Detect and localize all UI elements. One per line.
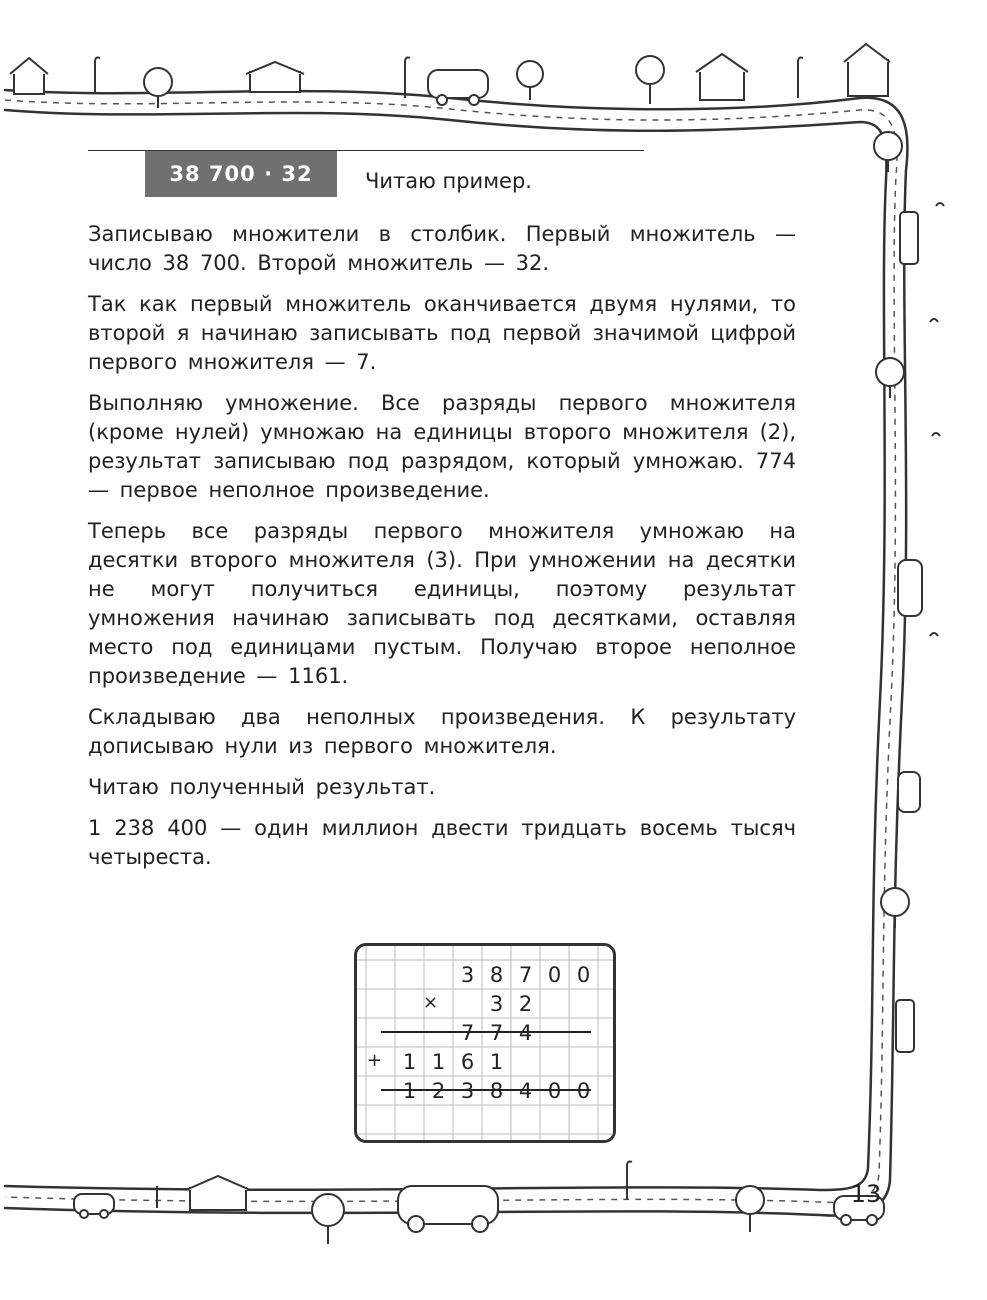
digit-cell: [395, 990, 424, 1019]
title-text: Читаю пример.: [365, 169, 532, 193]
digit-cell: 4: [518, 1021, 533, 1045]
example-badge: 38 700 · 32: [145, 151, 337, 197]
paragraph: Теперь все разряды первого множителя умножаю на десятки второго множителя (3). При умножении на десятки не могут получиться единицы, поэтому результат умножения начинаю записывать под десятками, оставляя место под единицами пустым. Получаю второе неполное произведение — 1161.: [88, 519, 796, 688]
paragraph: Так как первый множитель оканчивается двумя нулями, то второй я начинаю записывать под первой значимой цифрой первого множителя — 7.: [88, 292, 796, 374]
digit-cell: [424, 990, 453, 1019]
digit-cell: [366, 1077, 395, 1106]
digit-cell: [569, 990, 598, 1019]
digit-cell: 1: [431, 1050, 446, 1074]
digit-cell: 3: [489, 992, 504, 1016]
digit-cell: [424, 961, 453, 990]
digit-cell: 0: [576, 1079, 591, 1103]
digit-cell: [366, 961, 395, 990]
digit-cell: [540, 1019, 569, 1048]
digit-cell: [395, 1019, 424, 1048]
digit-cell: 7: [518, 963, 533, 987]
digit-cell: [366, 1019, 395, 1048]
paragraph: Записываю множители в столбик. Первый множитель — число 38 700. Второй множитель — 32.: [88, 222, 796, 275]
digit-cell: 0: [547, 1079, 562, 1103]
digit-cell: 6: [460, 1050, 475, 1074]
digit-cell: 7: [489, 1021, 504, 1045]
digit-cell: [453, 990, 482, 1019]
digit-cell: 2: [431, 1079, 446, 1103]
paragraph: Выполняю умножение. Все разряды первого множителя (кроме нулей) умножаю на единицы второго множителя (2), результат записываю под разрядом, который умножаю. 774 — первое неполное произведение.: [88, 391, 796, 502]
digit-cell: [540, 990, 569, 1019]
multiply-sign: ×: [423, 992, 439, 1013]
digit-cell: 1: [402, 1079, 417, 1103]
column-multiplication-board: [354, 943, 616, 1143]
digit-cell: 3: [460, 1079, 475, 1103]
digit-cell: [424, 1019, 453, 1048]
digit-cell: 2: [518, 992, 533, 1016]
digit-cell: 0: [547, 963, 562, 987]
digit-cell: 8: [489, 963, 504, 987]
digit-cell: 7: [460, 1021, 475, 1045]
digit-cell: [395, 961, 424, 990]
digit-cell: 0: [576, 963, 591, 987]
digit-cell: [540, 1048, 569, 1077]
digit-cell: 3: [460, 963, 475, 987]
page-number: 13: [850, 1180, 882, 1208]
digit-cell: 4: [518, 1079, 533, 1103]
digit-cell: [366, 1048, 395, 1077]
digit-cell: [511, 1048, 540, 1077]
digit-cell: 1: [489, 1050, 504, 1074]
paragraph: Читаю полученный результат.: [88, 775, 436, 799]
digit-cell: [569, 1019, 598, 1048]
digit-cell: 8: [489, 1079, 504, 1103]
explanation-text: [88, 220, 796, 884]
paragraph: 1 238 400 — один миллион двести тридцать восемь тысяч четыреста.: [88, 816, 796, 869]
digit-cell: [569, 1048, 598, 1077]
paragraph: Складываю два неполных произведения. К результату дописываю нули из первого множителя.: [88, 705, 796, 758]
digit-cell: [366, 990, 395, 1019]
digit-cell: 1: [402, 1050, 417, 1074]
plus-sign: +: [367, 1050, 383, 1071]
